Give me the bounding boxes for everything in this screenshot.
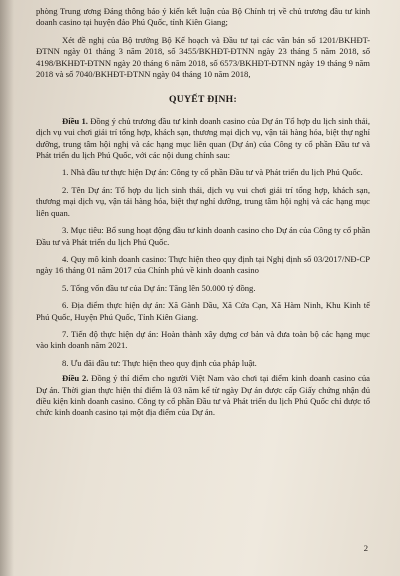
article-2	[36, 373, 370, 419]
article-1-item: 8. Ưu đãi đầu tư: Thực hiện theo quy định của pháp luật.	[62, 357, 257, 368]
article-1-label: Điều 1.	[62, 115, 88, 126]
intro-continuation: phòng Trung ương Đảng thông báo ý kiến kết luận của Bộ Chính trị về chủ trương đầu tư kinh doanh casino tại huyện đảo Phú Quốc, tỉnh Kiên Giang;	[36, 6, 370, 28]
page-number: 2	[363, 542, 368, 553]
page-edge-shadow	[0, 0, 14, 576]
decision-title: QUYẾT ĐỊNH:	[169, 94, 237, 106]
article-1-item: 2. Tên Dự án: Tổ hợp du lịch sinh thái, dịch vụ vui chơi giải trí tổng hợp, khách sạn, thương mại dịch vụ, vận tải hàng hóa, biệt thự nghỉ dưỡng, trung tâm hội nghị và các hạng mục liên quan.	[36, 184, 370, 218]
article-1-item: 5. Tổng vốn đầu tư của Dự án: Tăng lên 50.000 tỷ đồng.	[62, 282, 256, 293]
article-1-item: 4. Quy mô kinh doanh casino: Thực hiện theo quy định tại Nghị định số 03/2017/NĐ-CP ngày 16 tháng 01 năm 2017 của Chính phủ về kinh doanh casino	[36, 253, 370, 276]
article-1-item: 6. Địa điểm thực hiện dự án: Xã Gành Dầu, Xã Cửa Cạn, Xã Hàm Ninh, Khu Kinh tế Phú Quốc, Huyện Phú Quốc, Tỉnh Kiên Giang.	[36, 300, 370, 322]
intro-considering: Xét đề nghị của Bộ trưởng Bộ Kế hoạch và Đầu tư tại các văn bản số 1201/BKHĐT-ĐTNN ngày 01 tháng 3 năm 2018, số 3455/BKHĐT-ĐTNN ngày 23 tháng 5 năm 2018, số 4198/BKHĐT-ĐTNN ngày 20 tháng 6 năm 2018, số 6573/BKHĐT-ĐTNN ngày 19 tháng 9 năm 2018 và số 7040/BKHĐT-ĐTNN ngày 04 tháng 10 năm 2018,	[36, 34, 370, 80]
article-1-item: 7. Tiến độ thực hiện dự án: Hoàn thành xây dựng cơ bản và đưa toàn bộ các hạng mục vào kinh doanh năm 2021.	[36, 328, 370, 351]
article-1-text: Đồng ý chủ trương đầu tư kinh doanh casino của Dự án Tổ hợp du lịch sinh thái, dịch vụ vui chơi giải trí tổng hợp, khách sạn, thương mại dịch vụ, vận tải hàng hóa, biệt thự nghỉ dưỡng, trung tâm hội nghị và các hạng mục liên quan (Dự án) của Công ty cổ phần Đầu tư và Phát triển du lịch Phú Quốc, với các nội dung chính sau:	[36, 115, 371, 161]
article-2-label: Điều 2.	[62, 373, 89, 384]
article-1	[36, 116, 370, 162]
article-2-text: Đồng ý thí điểm cho người Việt Nam vào chơi tại điểm kinh doanh casino của Dự án. Thời gian thực hiện thí điểm là 03 năm kể từ ngày Dự án được cấp Giấy chứng nhận đủ điều kiện kinh doanh casino. Công ty cổ phần Đầu tư và Phát triển du lịch Phú Quốc chỉ được tổ chức kinh doanh casino tại một địa điểm của Dự án.	[36, 373, 370, 418]
article-1-item: 1. Nhà đầu tư thực hiện Dự án: Công ty cổ phần Đầu tư và Phát triển du lịch Phú Quốc.	[62, 167, 363, 178]
article-1-item: 3. Mục tiêu: Bổ sung hoạt động đầu tư kinh doanh casino cho Dự án của Công ty cổ phần Đầu tư và Phát triển du lịch Phú Quốc.	[36, 225, 370, 247]
